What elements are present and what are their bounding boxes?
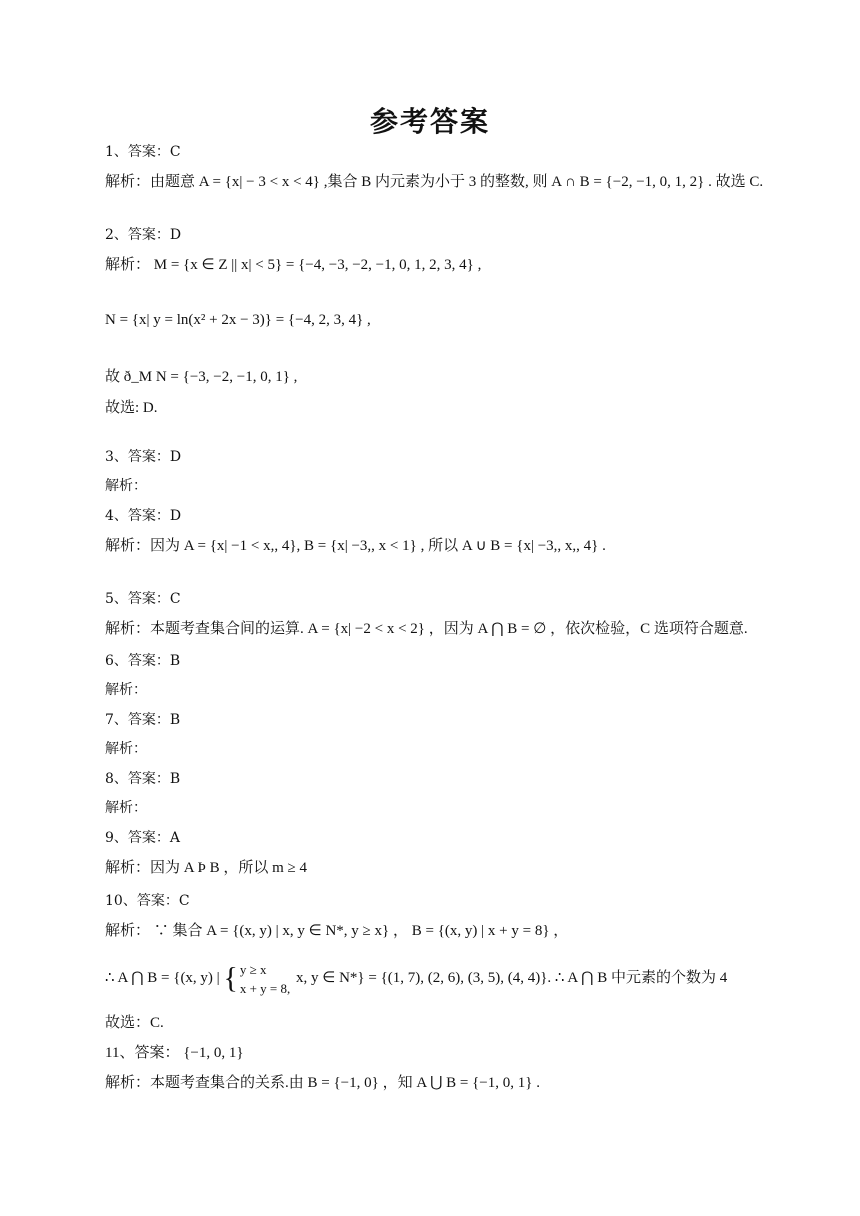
left-brace: {: [223, 961, 238, 995]
system-row-1: y ≥ x: [239, 961, 267, 977]
answer-11: 11、答案： {−1, 0, 1}: [105, 1045, 244, 1061]
expr-after: x, y ∈ N*} = {(1, 7), (2, 6), (3, 5), (4, 4)}. ∴ A ⋂ B 中元素的个数为 4: [296, 970, 728, 986]
explanation-5: 解析：本题考查集合间的运算. A = {x| −2 < x < 2} ，因为 A ⋂ B = ∅ ，依次检验，C 选项符合题意.: [105, 621, 748, 637]
answer-6: 6、答案：B: [105, 653, 181, 669]
explanation-10-line-2: [105, 958, 727, 998]
explanation-1: 解析：由题意 A = {x| − 3 < x < 4} ,集合 B 内元素为小于 3 的整数, 则 A ∩ B = {−2, −1, 0, 1, 2} . 故选 C.: [105, 174, 764, 190]
explanation-10-line-1: 解析： ∵ 集合 A = {(x, y) | x, y ∈ N*, y ≥ x} ， B = {(x, y) | x + y = 8} ，: [105, 923, 569, 939]
explanation-9: 解析：因为 A Þ B ，所以 m ≥ 4: [105, 860, 308, 876]
page-title: 参考答案: [369, 105, 490, 138]
answer-10: 10、答案：C: [105, 893, 190, 909]
explanation-2-line-4: 故选: D.: [105, 400, 158, 416]
explanation-11: 解析：本题考查集合的关系.由 B = {−1, 0} ，知 A ⋃ B = {−1, 0, 1} .: [105, 1075, 540, 1091]
answer-7: 7、答案：B: [105, 712, 181, 728]
system-row-2: x + y = 8,: [239, 980, 291, 996]
expr-before: ∴ A ⋂ B = {(x, y) |: [105, 970, 220, 986]
explanation-4: 解析：因为 A = {x| −1 < x,, 4}, B = {x| −3,, x < 1} , 所以 A ∪ B = {x| −3,, x,, 4} .: [105, 538, 606, 554]
answer-2: 2、答案：D: [105, 227, 182, 243]
explanation-8: 解析：: [105, 800, 147, 816]
inequality-system: [240, 960, 290, 998]
answer-9: 9、答案：A: [105, 830, 181, 846]
explanation-7: 解析：: [105, 741, 147, 757]
answer-8: 8、答案：B: [105, 771, 181, 787]
explanation-6: 解析：: [105, 682, 147, 698]
answer-5: 5、答案：C: [105, 591, 181, 607]
explanation-2-line-3: 故 ð_M N = {−3, −2, −1, 0, 1} ,: [105, 369, 298, 385]
answer-1: 1、答案：C: [105, 144, 181, 160]
answer-3: 3、答案：D: [105, 449, 182, 465]
explanation-2-line-2: N = {x| y = ln(x² + 2x − 3)} = {−4, 2, 3, 4} ,: [105, 312, 371, 328]
answer-4: 4、答案：D: [105, 508, 182, 524]
explanation-2-line-1: 解析： M = {x ∈ Z || x| < 5} = {−4, −3, −2, −1, 0, 1, 2, 3, 4} ,: [105, 257, 482, 273]
explanation-10-line-3: 故选：C.: [105, 1015, 164, 1031]
explanation-3: 解析：: [105, 478, 147, 494]
